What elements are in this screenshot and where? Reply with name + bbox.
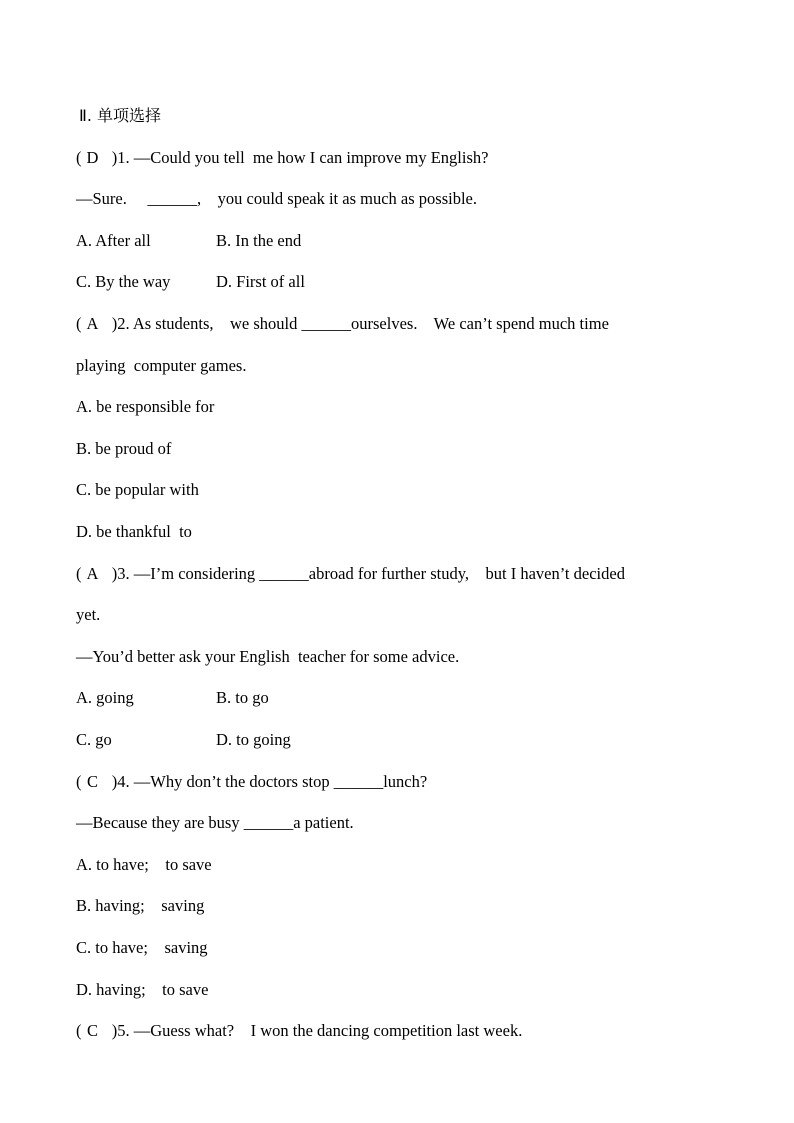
question-4-option-c: C. to have; saving [76,938,208,957]
section-title: Ⅱ. 单项选择 [79,106,162,125]
question-3-stem-3: —You’d better ask your English teacher for some advice. [76,647,460,666]
question-1-options-row-1 [76,231,301,251]
question-5-stem-1: —Guess what? I won the dancing competition last week. [133,1021,523,1040]
question-3-answer: A [86,564,99,583]
question-5-number: 5. [117,1021,130,1040]
question-2-option-d: D. be thankful to [76,522,192,541]
question-3-option-c: C. go [76,730,112,749]
question-3-stem-1: —I’m considering ______abroad for further study, but I haven’t decided [133,564,625,583]
question-2-option-b: B. be proud of [76,439,172,458]
question-4-stem-2: —Because they are busy ______a patient. [76,813,354,832]
question-4-number: 4. [117,772,130,791]
question-1-option-c: C. By the way [76,272,171,291]
question-1-stem-2: —Sure. ______, you could speak it as much as possible. [76,189,477,208]
question-2-option-c: C. be popular with [76,480,199,499]
question-1-answer: D [86,148,99,167]
question-1-line-1: ( D )1. —Could you tell me how I can improve my English? [76,148,489,167]
question-2-number: 2. [117,314,130,333]
question-1-options-row-2 [76,272,305,292]
question-1-number: 1. [117,148,130,167]
question-3-option-d: D. to going [216,730,291,749]
question-1-option-b: B. In the end [216,231,302,250]
question-2-option-a: A. be responsible for [76,397,215,416]
question-1-option-d: D. First of all [216,272,305,291]
question-3-options-row-2 [76,730,291,750]
question-2-stem-1: As students, we should ______ourselves. We can’t spend much time [132,314,609,333]
question-1-stem-1: —Could you tell me how I can improve my English? [133,148,489,167]
question-3-line-1: ( A )3. —I’m considering ______abroad for further study, but I haven’t decided [76,564,625,583]
question-1-option-a: A. After all [76,231,151,250]
question-4-option-d: D. having; to save [76,980,209,999]
question-3-options-row-1 [76,688,269,708]
question-4-option-b: B. having; saving [76,896,205,915]
question-2-stem-2: playing computer games. [76,356,247,375]
question-4-line-1: ( C )4. —Why don’t the doctors stop ______lunch? [76,772,428,791]
question-3-option-b: B. to go [216,688,269,707]
question-2-line-1: ( A )2. As students, we should ______ourselves. We can’t spend much time [76,314,609,333]
question-3-stem-2: yet. [76,605,101,624]
question-3-option-a: A. going [76,688,134,707]
question-2-answer: A [86,314,99,333]
question-3-number: 3. [117,564,130,583]
question-4-option-a: A. to have; to save [76,855,212,874]
question-5-answer: C [86,1021,98,1040]
question-5-line-1: ( C )5. —Guess what? I won the dancing competition last week. [76,1021,523,1040]
question-4-answer: C [86,772,98,791]
question-4-stem-1: —Why don’t the doctors stop ______lunch? [133,772,428,791]
